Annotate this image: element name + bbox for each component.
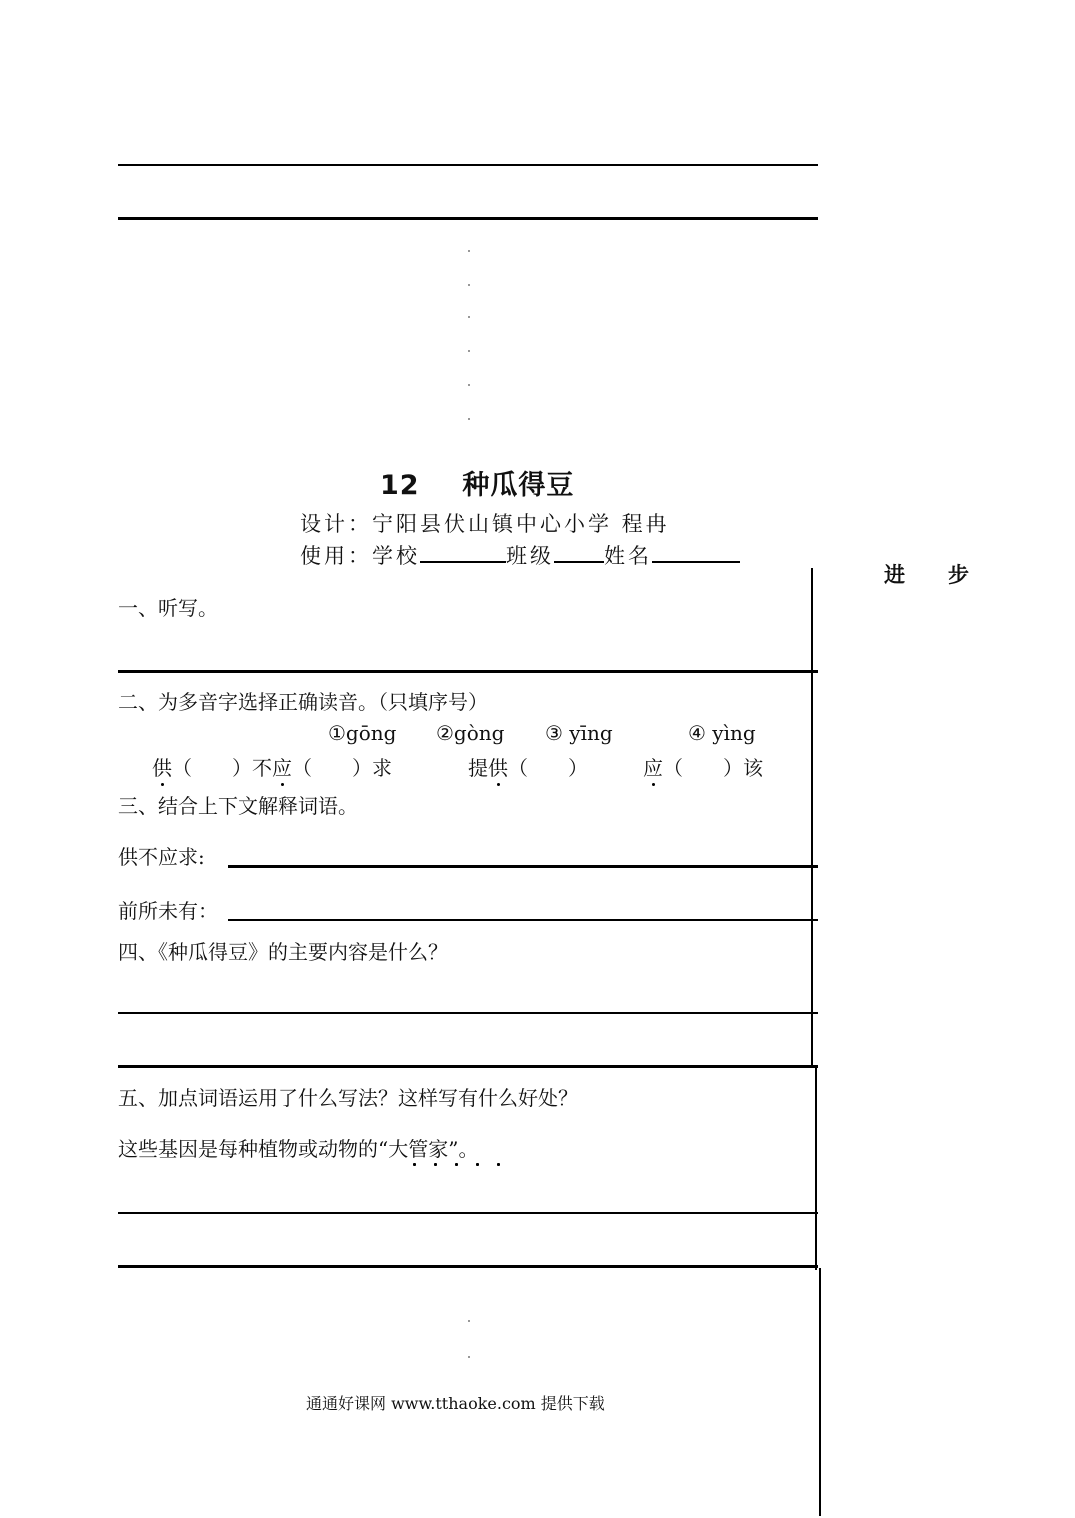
term-1-answer-line[interactable]: [228, 865, 818, 868]
class-blank[interactable]: [554, 543, 604, 563]
vertical-divider: [811, 568, 813, 1068]
question-2-label: 二、为多音字选择正确读音。（只填序号）: [118, 690, 488, 714]
school-blank[interactable]: [420, 543, 506, 563]
vertical-divider: [819, 1268, 821, 1516]
polyphone-item-3: [643, 756, 763, 780]
pinyin-option-2: ②gòng: [436, 721, 505, 745]
side-label-bu: 步: [948, 563, 969, 587]
question-4-answer-line-1[interactable]: [118, 1012, 818, 1014]
center-dot: [468, 350, 470, 352]
question-3-label: 三、结合上下文解释词语。: [118, 794, 358, 818]
question-5-answer-line-2[interactable]: [118, 1265, 818, 1268]
footer-credit: 通通好课网 www.tthaoke.com 提供下载: [306, 1394, 605, 1413]
vertical-divider: [815, 1066, 817, 1270]
dotted-char: 供: [152, 756, 172, 780]
sentence-suffix: 。: [458, 1137, 479, 1161]
pinyin-option-4: ④ yìng: [688, 721, 756, 745]
term-2-label: 前所未有：: [118, 899, 218, 923]
quoted-term: “大管家”: [378, 1137, 459, 1161]
side-label-jin: 进: [884, 563, 905, 587]
name-label: 姓名: [604, 544, 652, 568]
class-label: 班级: [506, 544, 554, 568]
center-dot: [468, 418, 470, 420]
lesson-number: 12: [380, 470, 420, 501]
page-title: [380, 470, 575, 501]
school-label: 学校: [372, 544, 420, 568]
center-dot: [468, 284, 470, 286]
top-rule-1: [118, 164, 818, 166]
plain-char: 提: [468, 756, 488, 780]
term-2-answer-line[interactable]: [228, 919, 818, 921]
usage-label: 使用：: [300, 544, 372, 568]
emphasis-dot: [476, 1163, 479, 1166]
emphasis-dot: [497, 1163, 500, 1166]
dotted-char: 应: [272, 756, 292, 780]
dotted-char: 应: [643, 756, 663, 780]
dictation-answer-line[interactable]: [118, 670, 818, 673]
dotted-char: 供: [488, 756, 508, 780]
design-value: 宁阳县伏山镇中心小学 程冉: [372, 512, 670, 536]
answer-paren[interactable]: （ ）不: [172, 756, 272, 780]
question-1-label: 一、听写。: [118, 596, 218, 620]
top-rule-2: [118, 217, 818, 220]
polyphone-item-2: [468, 756, 588, 780]
design-line: [300, 512, 670, 536]
center-dot: [468, 250, 470, 252]
pinyin-option-3: ③ yīng: [545, 721, 613, 745]
question-5-answer-line-1[interactable]: [118, 1212, 818, 1214]
lesson-title: 种瓜得豆: [462, 470, 575, 501]
usage-line: [300, 543, 740, 568]
term-1-label: 供不应求:: [118, 845, 205, 869]
sentence-prefix: 这些基因是每种植物或动物的: [118, 1137, 378, 1161]
question-4-answer-line-2[interactable]: [118, 1065, 818, 1068]
pinyin-option-1: ①gōng: [328, 721, 397, 745]
emphasis-dot: [455, 1163, 458, 1166]
question-4-label: 四、《种瓜得豆》的主要内容是什么？: [118, 940, 448, 964]
design-label: 设计：: [300, 512, 372, 536]
center-dot: [468, 316, 470, 318]
emphasis-dot: [434, 1163, 437, 1166]
center-dot: [468, 1320, 470, 1322]
answer-paren[interactable]: （ ）该: [663, 756, 763, 780]
question-5-sentence: [118, 1137, 478, 1161]
center-dot: [468, 1356, 470, 1358]
answer-paren[interactable]: （ ）求: [292, 756, 392, 780]
polyphone-item-1: [152, 756, 392, 780]
answer-paren[interactable]: （ ）: [508, 756, 588, 780]
question-5-label: 五、加点词语运用了什么写法？这样写有什么好处？: [118, 1086, 578, 1110]
emphasis-dot: [413, 1163, 416, 1166]
center-dot: [468, 384, 470, 386]
name-blank[interactable]: [652, 543, 740, 563]
